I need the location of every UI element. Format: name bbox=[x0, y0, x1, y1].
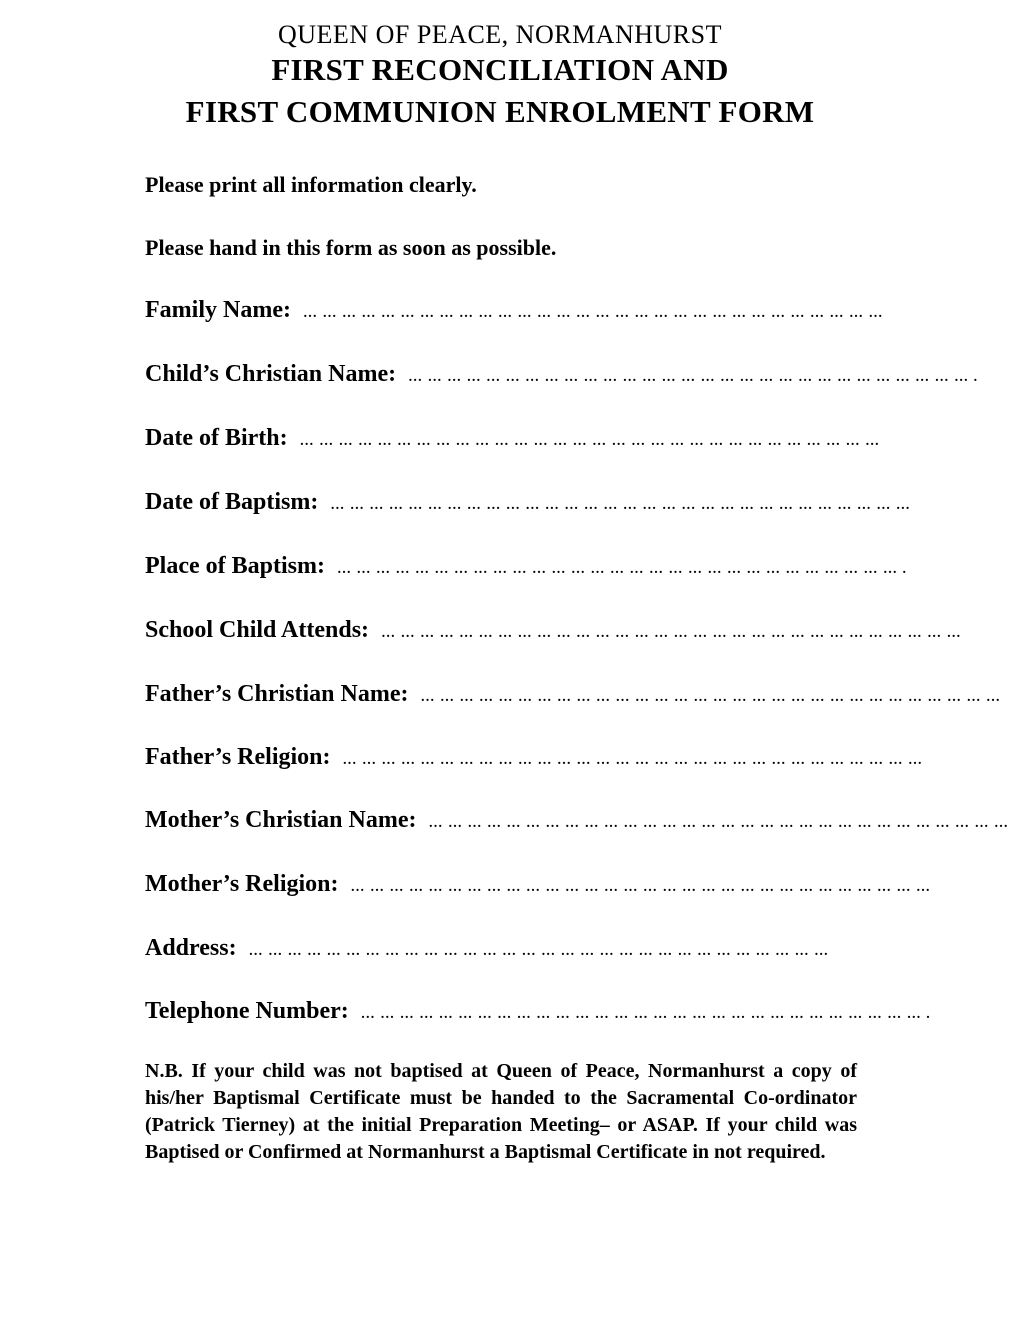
field-label: Family Name: bbox=[145, 297, 291, 323]
father-religion-field[interactable] bbox=[145, 744, 924, 776]
field-label: Date of Birth: bbox=[145, 425, 288, 451]
telephone-number-field[interactable] bbox=[145, 998, 931, 1030]
field-label: Father’s Christian Name: bbox=[145, 681, 409, 707]
date-of-birth-field[interactable] bbox=[145, 425, 881, 457]
address-field[interactable] bbox=[145, 935, 840, 967]
field-label: Father’s Religion: bbox=[145, 744, 331, 770]
fill-in-dotted-line[interactable]: … … … … … … … … … … … … … … … … … … … … … … … … … … … … … . bbox=[360, 1007, 931, 1022]
family-name-field[interactable] bbox=[145, 297, 884, 329]
instruction-print-clearly: Please print all information clearly. bbox=[145, 172, 477, 197]
field-label: Place of Baptism: bbox=[145, 553, 325, 579]
fill-in-dotted-line[interactable]: … … … … … … … … … … … … … … … … … … … … … … … … … … … … … … bbox=[350, 880, 931, 895]
form-title-line-1: FIRST RECONCILIATION AND bbox=[271, 52, 729, 87]
fill-in-dotted-line[interactable]: … … … … … … … … … … … … … … … … … … … … … … … … … … … … … … bbox=[302, 306, 884, 321]
date-of-baptism-field[interactable] bbox=[145, 489, 911, 521]
field-label: Date of Baptism: bbox=[145, 489, 319, 515]
fill-in-dotted-line[interactable]: … … … … … … … … … … … … … … … … … … … … … … … … … … … … … … bbox=[248, 944, 830, 959]
fill-in-dotted-line[interactable]: … … … … … … … … … … … … … … … … … … … … … … … … … … … … … . bbox=[336, 562, 907, 577]
field-label: School Child Attends: bbox=[145, 617, 370, 643]
place-of-baptism-field[interactable] bbox=[145, 553, 907, 585]
fill-in-dotted-line[interactable]: … … … … … … … … … … … … … … … … … … … … … … … … … … … … … … bbox=[428, 816, 1009, 831]
field-label: Child’s Christian Name: bbox=[145, 361, 397, 387]
fill-in-dotted-line[interactable]: … … … … … … … … … … … … … … … … … … … … … … … … … … … … … … bbox=[381, 626, 962, 641]
fill-in-dotted-line[interactable]: … … … … … … … … … … … … … … … … … … … … … … … … … … … … … … bbox=[342, 753, 924, 768]
parish-name: QUEEN OF PEACE, NORMANHURST bbox=[278, 20, 722, 49]
instruction-hand-in: Please hand in this form as soon as possible. bbox=[145, 235, 557, 260]
mother-christian-name-field[interactable] bbox=[145, 807, 1009, 839]
field-label: Mother’s Christian Name: bbox=[145, 807, 417, 833]
fill-in-dotted-line[interactable]: … … … … … … … … … … … … … … … … … … … … … … … … … … … … … … bbox=[330, 498, 911, 513]
fill-in-dotted-line[interactable]: … … … … … … … … … … … … … … … … … … … … … … … … … … … … … … bbox=[299, 434, 881, 449]
field-label: Telephone Number: bbox=[145, 998, 349, 1024]
nb-note: N.B. If your child was not baptised at Queen of Peace, Normanhurst a copy of his/her Baptismal Certificate must be handed to the Sacramental Co-ordinator (Patrick Tierney) at the initial Preparation Meeting– or ASAP. If your child was Baptised or Confirmed at Normanhurst a Baptismal Certificate in not required. bbox=[145, 1060, 857, 1163]
father-christian-name-field[interactable] bbox=[145, 681, 1001, 713]
field-label: Address: bbox=[145, 935, 237, 961]
form-title-line-2: FIRST COMMUNION ENROLMENT FORM bbox=[185, 94, 815, 129]
fill-in-dotted-line[interactable]: … … … … … … … … … … … … … … … … … … … … … … … … … … … … … . bbox=[408, 370, 979, 385]
field-label: Mother’s Religion: bbox=[145, 871, 339, 897]
mother-religion-field[interactable] bbox=[145, 871, 931, 903]
fill-in-dotted-line[interactable]: … … … … … … … … … … … … … … … … … … … … … … … … … … … … … … bbox=[420, 690, 1001, 705]
child-christian-name-field[interactable] bbox=[145, 361, 979, 393]
school-child-attends-field[interactable] bbox=[145, 617, 962, 649]
